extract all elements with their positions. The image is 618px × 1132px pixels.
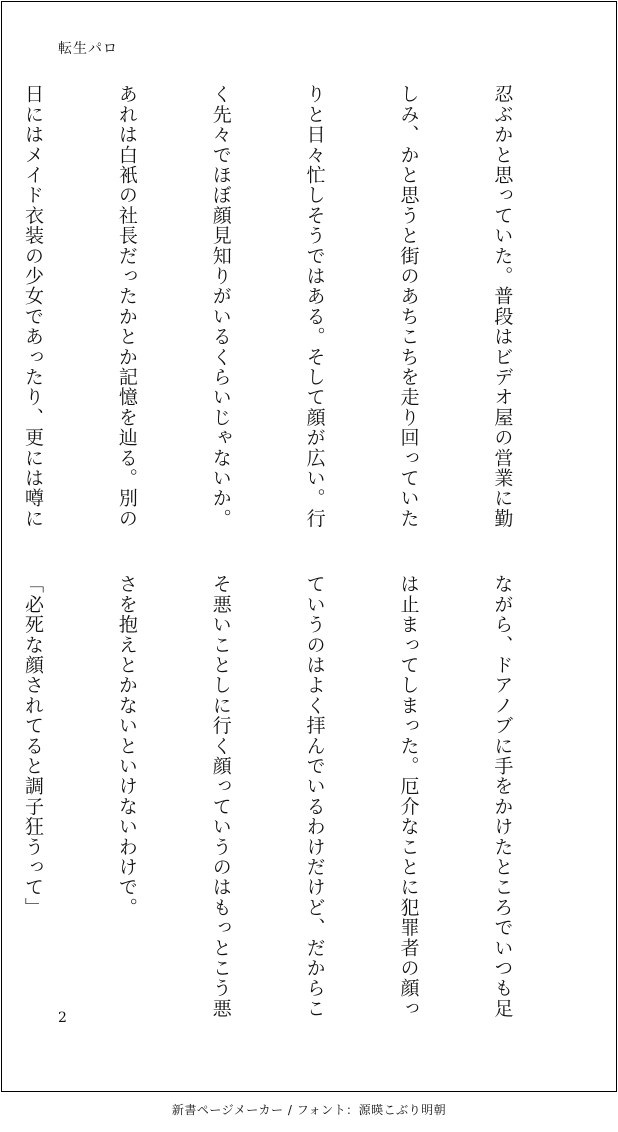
lower-line: ていうのはよく拝んでいるわけだけど、だからこ	[303, 574, 326, 1019]
upper-text-block	[21, 84, 580, 532]
upper-line: あれは白衹の社長だったかとか記憶を辿る。別の	[115, 84, 138, 529]
upper-line: 忍ぶかと思っていた。普段はビデオ屋の営業に勤	[491, 84, 514, 529]
credit-footer: 新書ページメーカー / フォント：源暎こぶり明朝	[171, 1103, 447, 1117]
running-title: 転生パロ	[58, 41, 118, 57]
page-number: 2	[58, 1010, 67, 1026]
upper-line: りと日々忙しそうではある。そして顔が広い。行	[303, 84, 326, 529]
page-frame	[1, 1, 617, 1092]
upper-line: く先々でほぼ顔見知りがいるくらいじゃないか。	[209, 84, 232, 529]
lower-line: 「必死な顔されてると調子狂うって」	[21, 574, 44, 918]
lower-line: さを抱えとかないといけないわけで。	[115, 574, 138, 918]
lower-line: そ悪いことしに行く顔っていうのはもっとこう悪	[209, 574, 232, 1019]
lower-text-block	[21, 574, 580, 1022]
lower-line: ながら、ドアノブに手をかけたところでいつも足	[491, 574, 514, 1019]
lower-line: は止まってしまった。厄介なことに犯罪者の顔っ	[397, 574, 420, 1019]
upper-line: 日にはメイド衣装の少女であったり、更には噂に	[21, 84, 44, 529]
upper-line: しみ、かと思うと街のあちこちを走り回っていた	[397, 84, 420, 529]
